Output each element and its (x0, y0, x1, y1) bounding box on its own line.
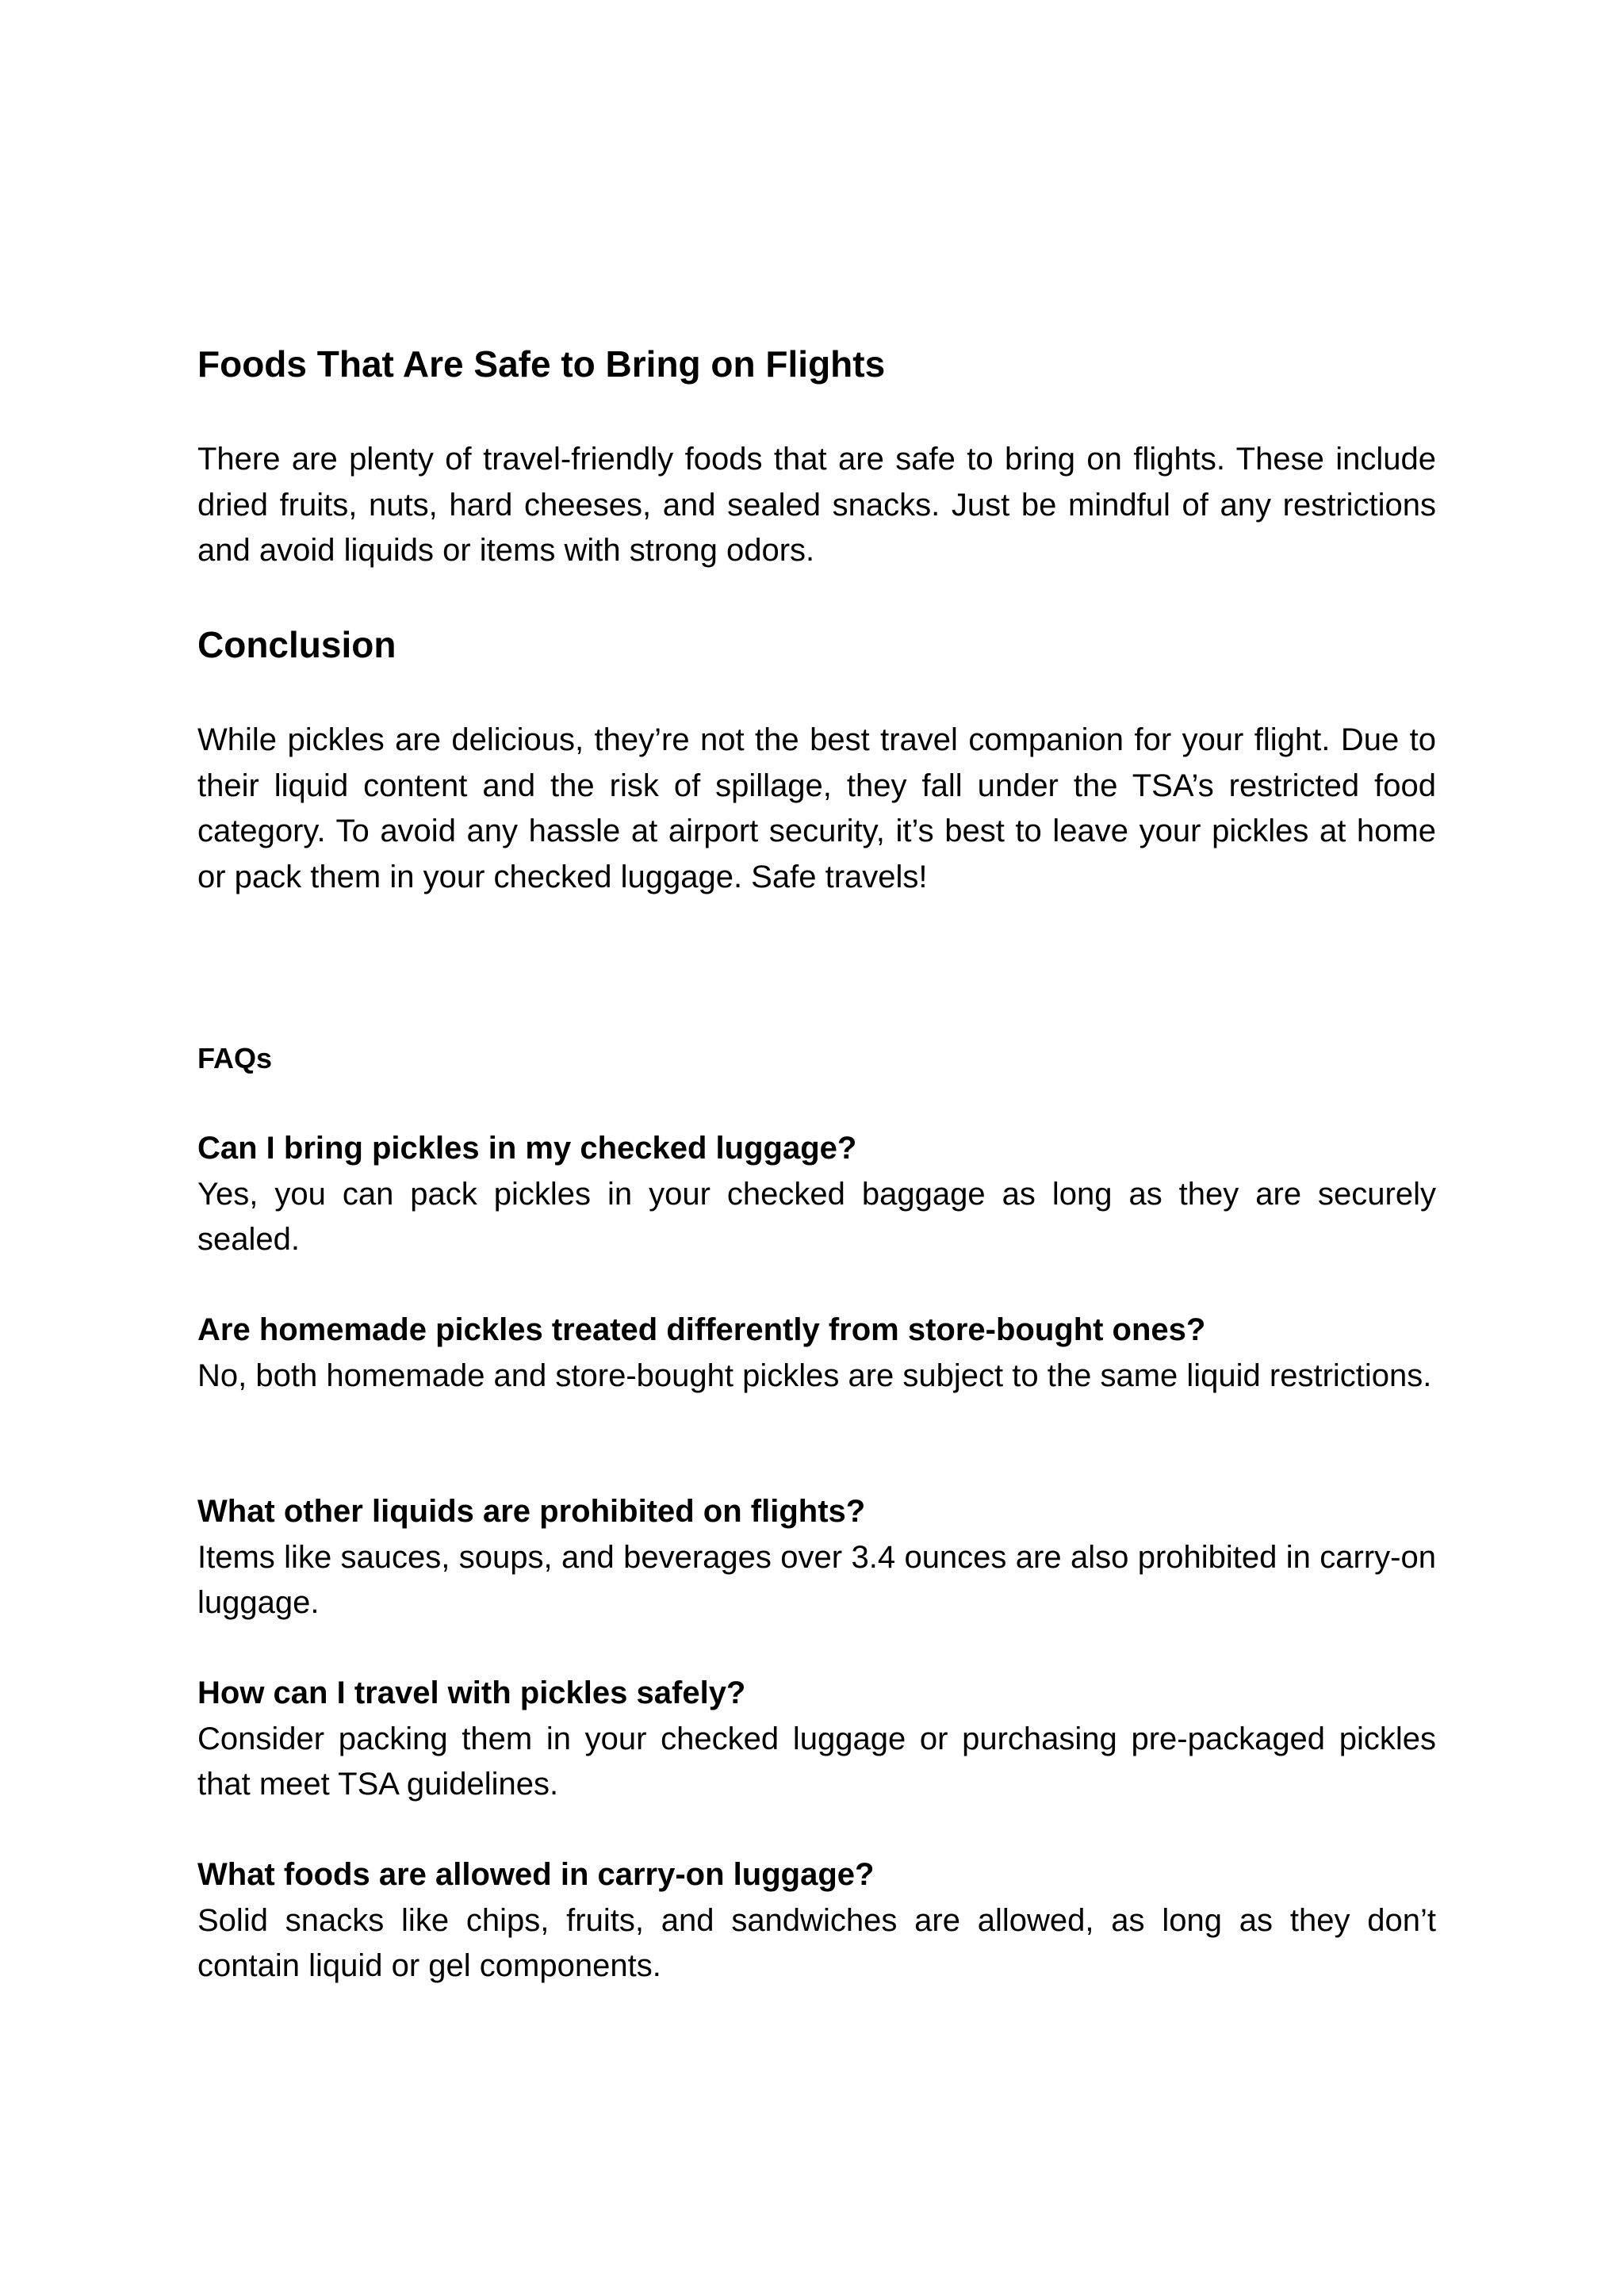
section-heading-conclusion: Conclusion (197, 624, 396, 665)
faq-item (197, 1308, 1436, 1399)
faq-item (197, 1852, 1436, 1990)
section-body-conclusion: While pickles are delicious, they’re not the best travel companion for your flight. Due to their liquid content and the risk of spillage, they fall under the TSA’s restricted food category. To avoid any hassle at airport security, it’s best to leave your pickles at home or pack them in your checked luggage. Safe travels! (197, 722, 1436, 894)
faq-item (197, 1126, 1436, 1263)
faq-answer: Yes, you can pack pickles in your checked baggage as long as they are securely sealed. (197, 1176, 1436, 1257)
section-body-safe-foods: There are plenty of travel-friendly foods that are safe to bring on flights. These include dried fruits, nuts, hard cheeses, and sealed snacks. Just be mindful of any restrictions and avoid liquids or items with strong odors. (197, 442, 1436, 568)
faq-answer: No, both homemade and store-bought pickles are subject to the same liquid restrictions. (197, 1358, 1432, 1393)
faq-item (197, 1489, 1436, 1626)
faqs-label: FAQs (197, 1042, 273, 1074)
faq-question: How can I travel with pickles safely? (197, 1676, 746, 1710)
faq-item (197, 1671, 1436, 1808)
faq-question: Are homemade pickles treated differently from store-bought ones? (197, 1312, 1206, 1347)
section-heading-safe-foods: Foods That Are Safe to Bring on Flights (197, 343, 886, 385)
faq-question: What other liquids are prohibited on flights? (197, 1494, 866, 1529)
faq-question: What foods are allowed in carry-on luggage? (197, 1857, 875, 1892)
faq-answer: Solid snacks like chips, fruits, and sandwiches are allowed, as long as they don’t contain liquid or gel components. (197, 1902, 1436, 1983)
faq-answer: Consider packing them in your checked luggage or purchasing pre-packaged pickles that meet TSA guidelines. (197, 1721, 1436, 1802)
faq-answer: Items like sauces, soups, and beverages over 3.4 ounces are also prohibited in carry-on luggage. (197, 1539, 1436, 1620)
faq-question: Can I bring pickles in my checked luggage? (197, 1131, 857, 1166)
